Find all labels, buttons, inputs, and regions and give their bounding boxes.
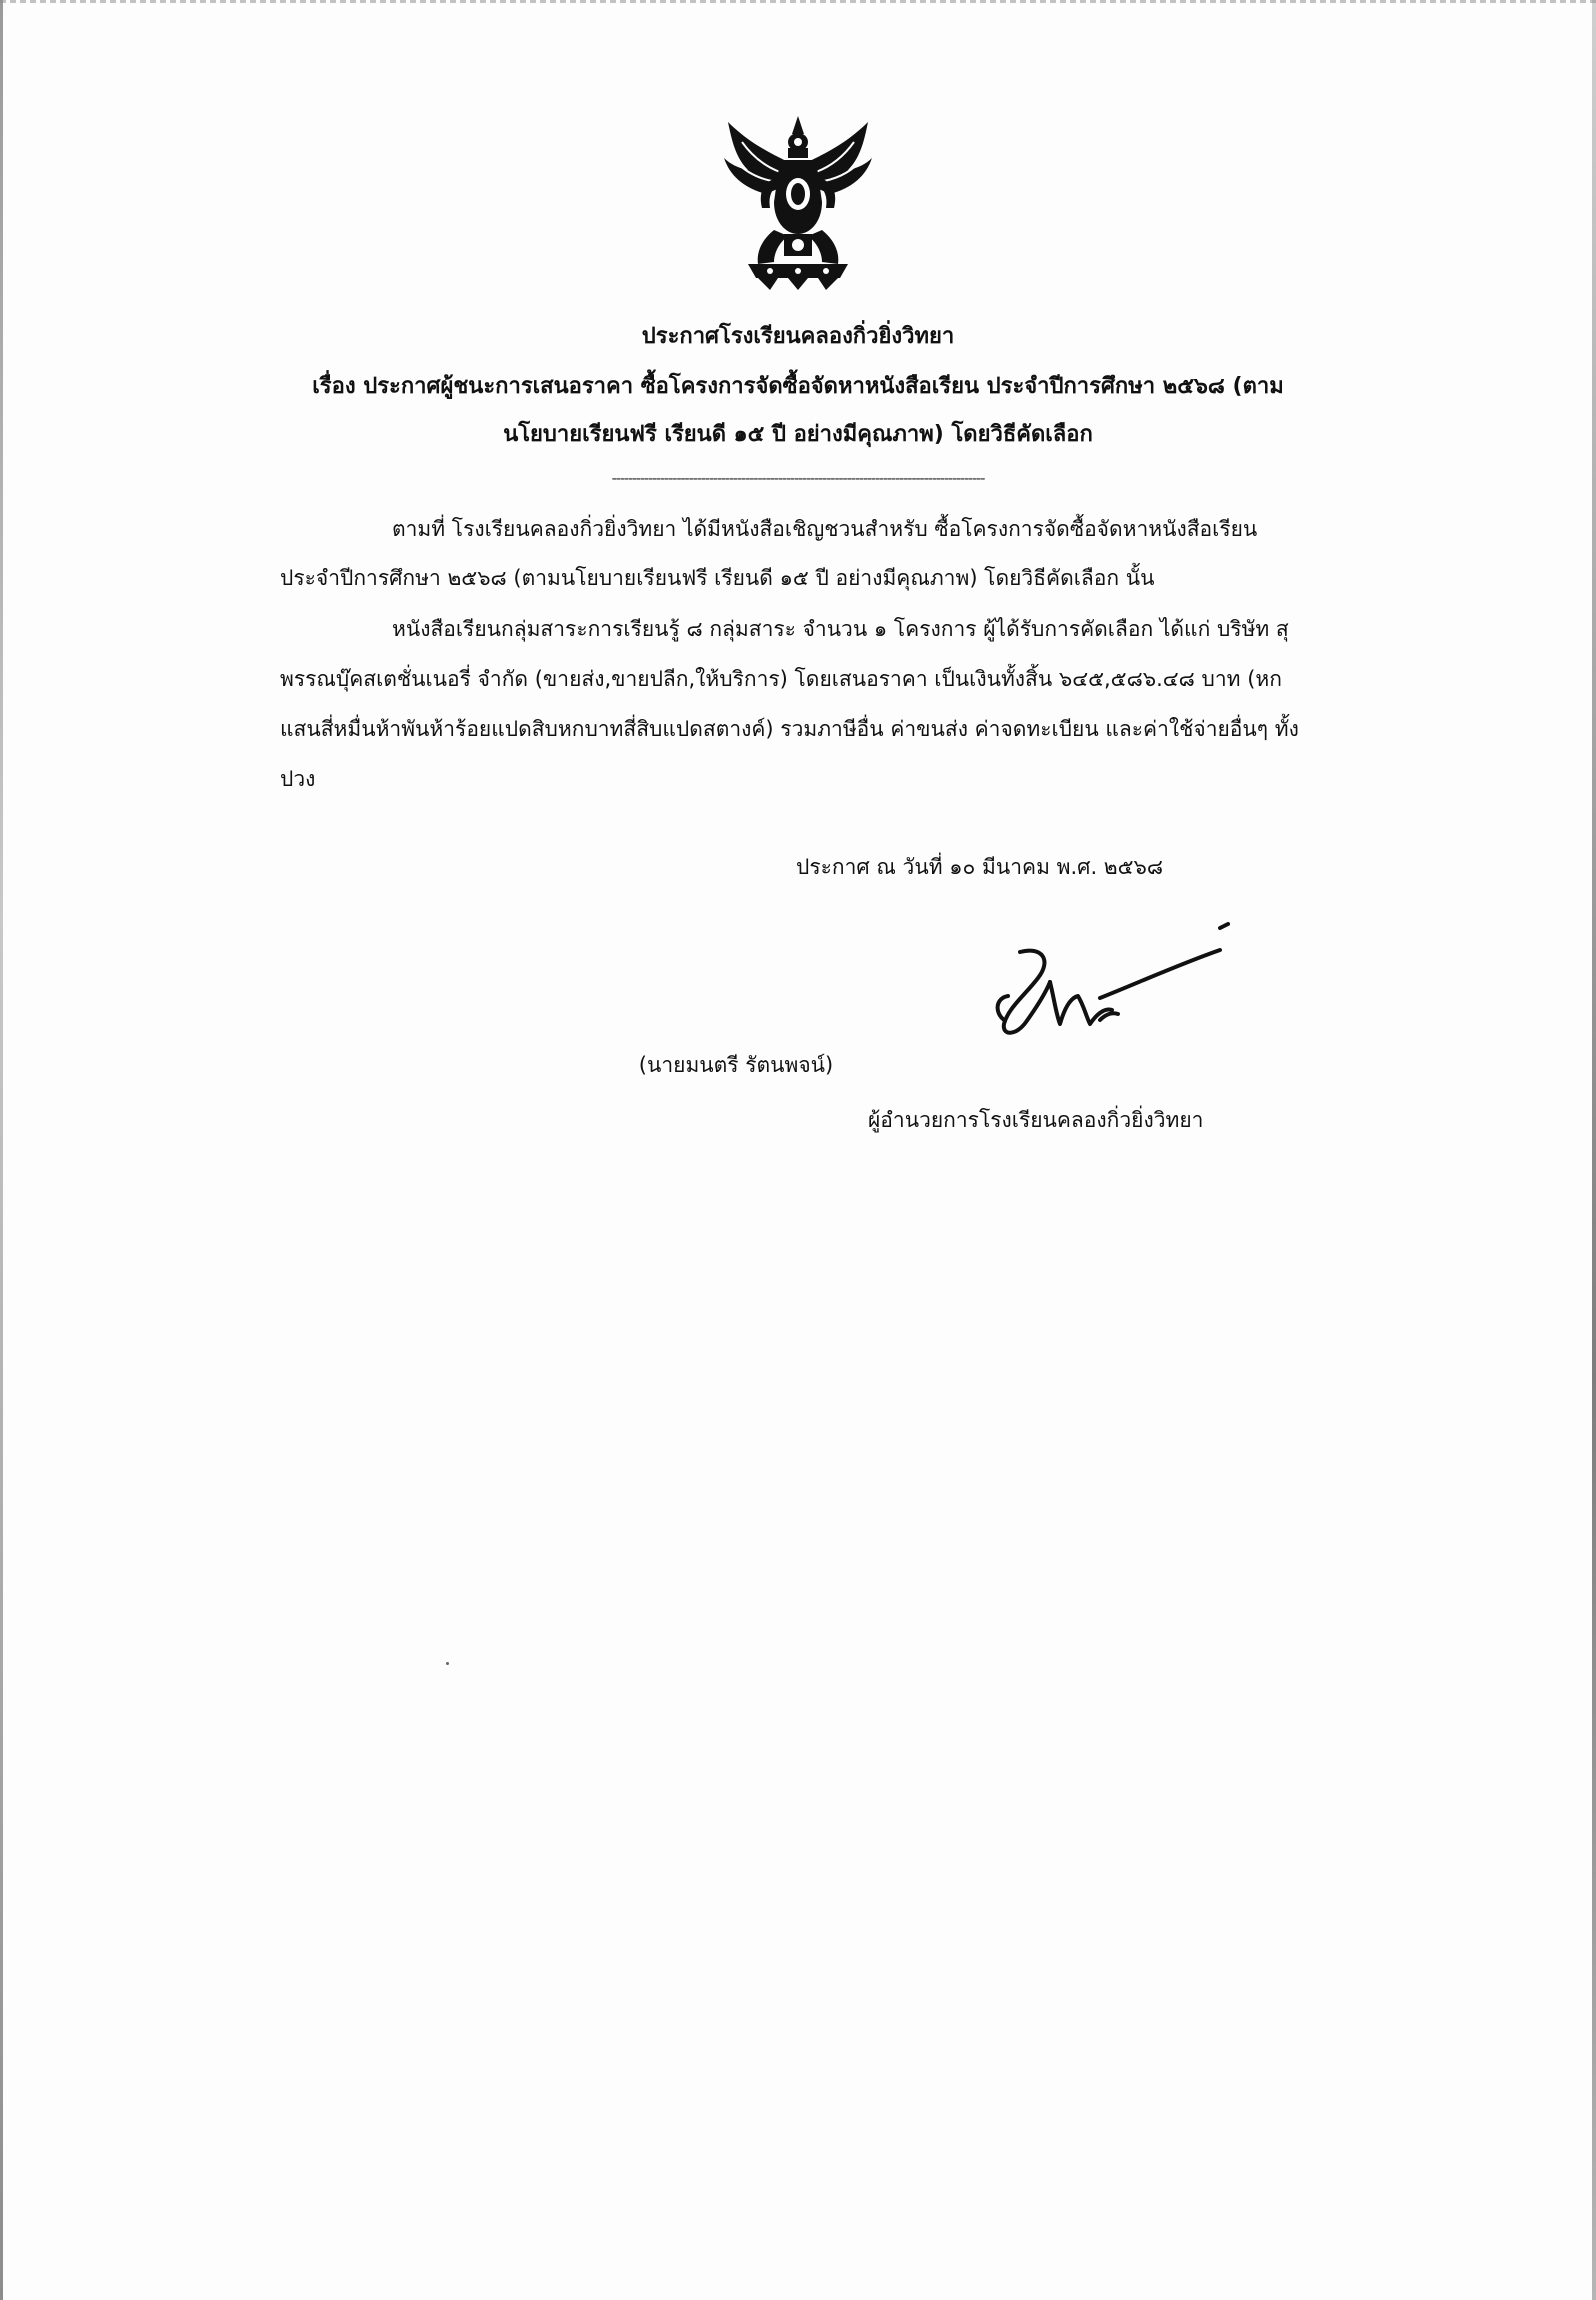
signer-name-wrapper — [0, 1050, 1596, 1080]
body-line-4: พรรณบุ๊คสเตชั่นเนอรี่ จำกัด (ขายส่ง,ขายปลีก,ให้บริการ) โดยเสนอราคา เป็นเงินทั้งสิ้น ๖๔๕,๕๘๖.๔๘ บาท (หก — [280, 667, 1282, 691]
body-line-3: หนังสือเรียนกลุ่มสาระการเรียนรู้ ๘ กลุ่มสาระ จำนวน ๑ โครงการ ผู้ได้รับการคัดเลือก ได้แก่ บริษัท สุ — [392, 617, 1289, 641]
garuda-emblem-icon — [718, 112, 878, 292]
body-line-6: ปวง — [280, 767, 316, 791]
signer-name: (นายมนตรี รัตนพจน์) — [638, 1053, 834, 1077]
announcement-date: ประกาศ ณ วันที่ ๑๐ มีนาคม พ.ศ. ๒๕๖๘ — [796, 855, 1164, 879]
body-line-5: แสนสี่หมื่นห้าพันห้าร้อยแปดสิบหกบาทสี่สิบแปดสตางค์) รวมภาษีอื่น ค่าขนส่ง ค่าจดทะเบียน และค่าใช้จ่ายอื่นๆ ทั้ง — [280, 717, 1299, 741]
announcement-subject-line-1: เรื่อง ประกาศผู้ชนะการเสนอราคา ซื้อโครงการจัดซื้อจัดหาหนังสือเรียน ประจำปีการศึกษา ๒๕๖๘ (ตาม — [312, 374, 1284, 399]
scan-speck — [446, 1662, 449, 1665]
scan-edge-top — [0, 0, 1596, 3]
body-line-1: ตามที่ โรงเรียนคลองกิ่วยิ่งวิทยา ได้มีหนังสือเชิญชวนสำหรับ ซื้อโครงการจัดซื้อจัดหาหนังสือเรียน — [392, 517, 1258, 541]
signature-icon — [950, 912, 1230, 1052]
body-line-2: ประจำปีการศึกษา ๒๕๖๘ (ตามนโยบายเรียนฟรี เรียนดี ๑๕ ปี อย่างมีคุณภาพ) โดยวิธีคัดเลือก นั้น — [280, 566, 1155, 590]
announcement-subject-line-2: นโยบายเรียนฟรี เรียนดี ๑๕ ปี อย่างมีคุณภาพ) โดยวิธีคัดเลือก — [503, 422, 1093, 447]
title-divider: -------------------------------------------------------------------------------------------- — [611, 471, 985, 487]
announcement-title: ประกาศโรงเรียนคลองกิ่วยิ่งวิทยา — [641, 324, 955, 349]
signer-position: ผู้อำนวยการโรงเรียนคลองกิ่วยิ่งวิทยา — [868, 1108, 1204, 1132]
